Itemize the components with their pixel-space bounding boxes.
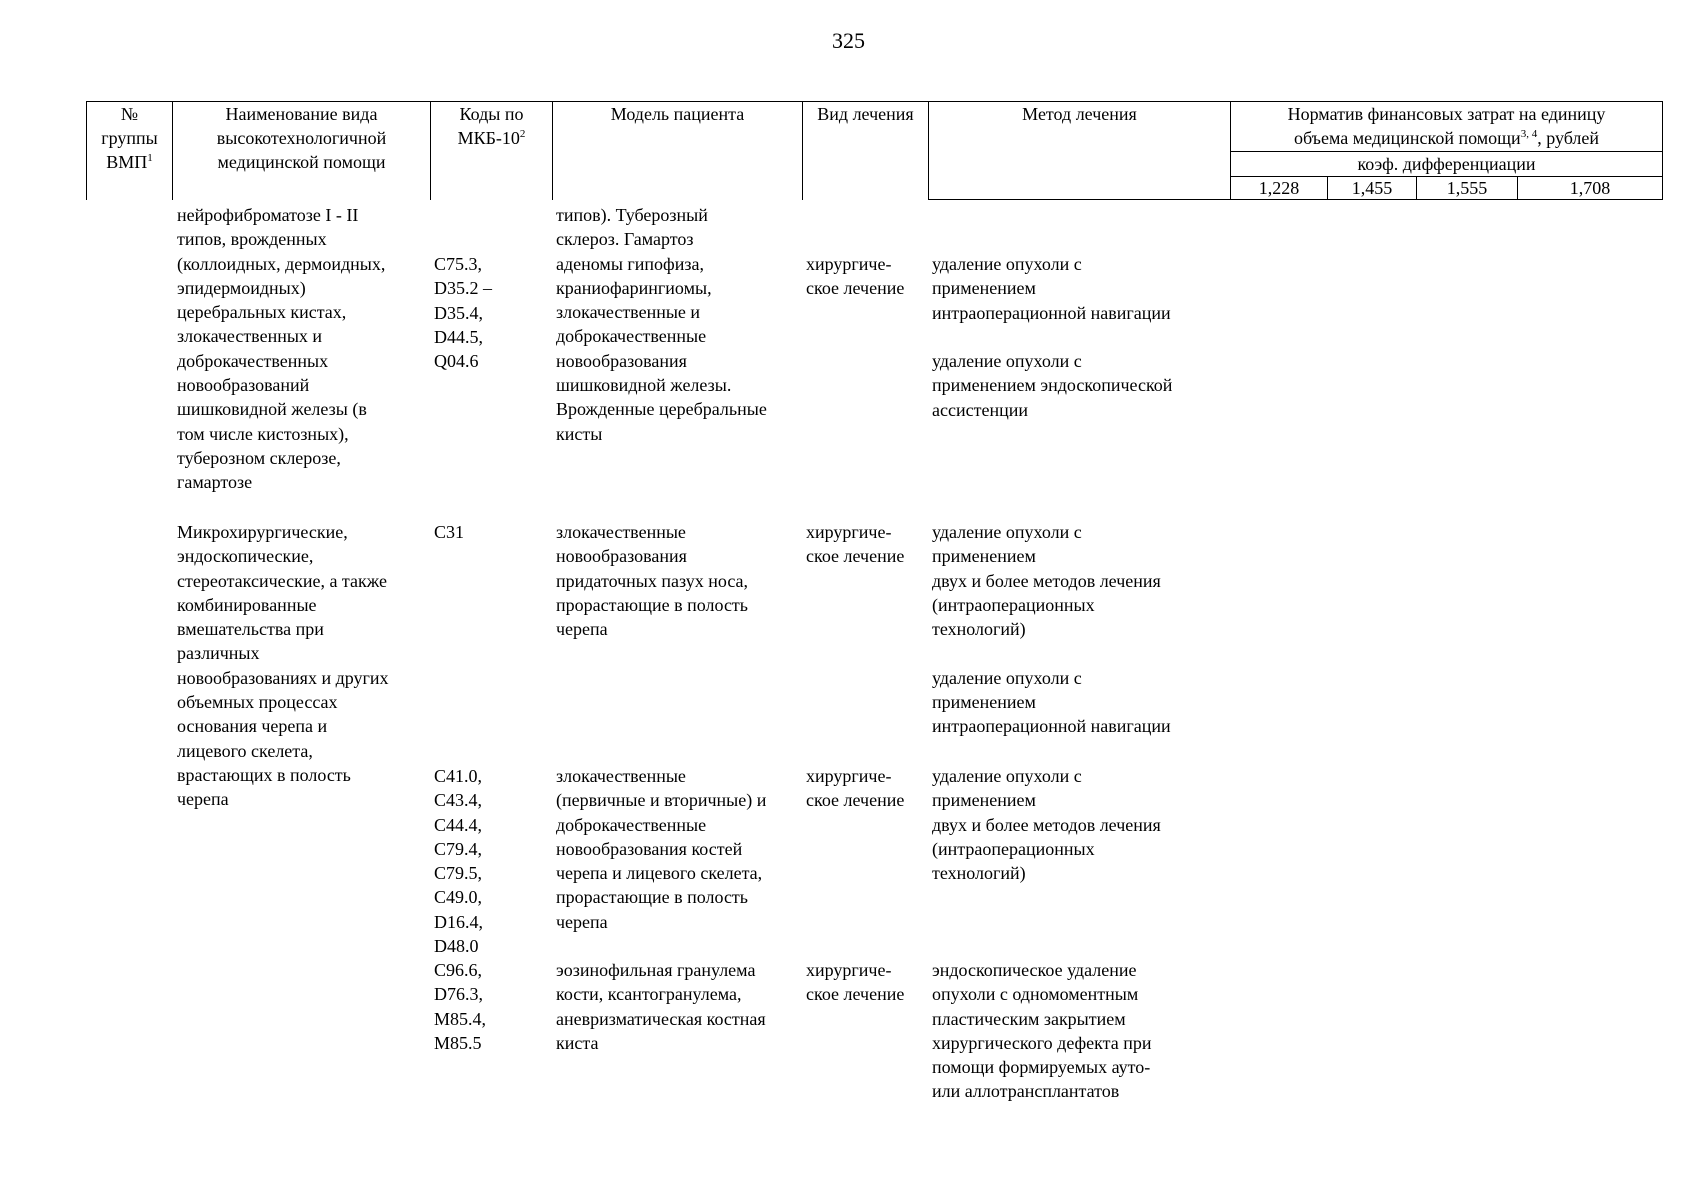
row4-treatment-type: хирургиче- ское лечение — [806, 960, 905, 1005]
row1-treatment-type: хирургиче- ское лечение — [806, 254, 905, 299]
row3-codes: C41.0, C43.4, C44.4, C79.4, C79.5, C49.0, D16.4, D48.0 — [434, 766, 483, 957]
coef-value: 1,708 — [1518, 177, 1663, 200]
row4-method: эндоскопическое удаление опухоли с одномоментным пластическим закрытием хирургического дефекта при помощи формируемых ауто- или аллотрансплантатов — [932, 960, 1152, 1102]
row2-name: Микрохирургические, эндоскопические, стереотаксические, а также комбинированные вмешательства при различных новообразованиях и других объемных процессах основания черепа и лицевого скелета, врастающих в полость черепа — [177, 522, 389, 810]
header-treatment-type: Вид лечения — [803, 102, 929, 200]
row4-model: эозинофильная гранулема кости, ксантогранулема, аневризматическая костная киста — [556, 960, 766, 1053]
row3-treatment-type: хирургиче- ское лечение — [806, 766, 905, 811]
row1-name: нейрофиброматозе I - II типов, врожденных (коллоидных, дермоидных, эпидермоидных) церебральных кистах, злокачественных и доброкачественных новообразований шишковидной железы (в том числе кистозных), туберозном склерозе, гамартозе — [177, 205, 386, 493]
page-number: 325 — [832, 28, 865, 53]
header-name: Наименование вида высокотехнологичной медицинской помощи — [173, 102, 431, 200]
coef-value: 1,228 — [1231, 177, 1328, 200]
row4-codes: C96.6, D76.3, M85.4, M85.5 — [434, 960, 487, 1053]
row2-codes: C31 — [434, 522, 465, 542]
header-model: Модель пациента — [553, 102, 803, 200]
header-codes: Коды по МКБ-$10^2$ — [431, 102, 553, 200]
header-method: Метод лечения — [929, 102, 1231, 200]
row3-model: злокачественные (первичные и вторичные) и доброкачественные новообразования костей черепа и лицевого скелета, прорастающие в полость черепа — [556, 766, 767, 932]
coef-value: 1,555 — [1417, 177, 1518, 200]
row1-codes: C75.3, D35.2 – D35.4, D44.5, Q04.6 — [434, 254, 492, 372]
table-header — [86, 101, 1663, 200]
header-coef-label: коэф. дифференциации — [1231, 152, 1663, 177]
row3-method: удаление опухоли с применением двух и более методов лечения (интраоперационных технологий) — [932, 766, 1161, 884]
row2-method: удаление опухоли с применением двух и более методов лечения (интраоперационных технологий) удаление опухоли с применением интраоперационной навигации — [932, 522, 1171, 737]
row1-model: типов). Туберозный склероз. Гамартоз аденомы гипофиза, краниофарингиомы, злокачественные и доброкачественные новообразования шишковидной железы. Врожденные церебральные кисты — [556, 205, 767, 444]
coef-value: 1,455 — [1328, 177, 1417, 200]
row1-method: удаление опухоли с применением интраоперационной навигации удаление опухоли с применением эндоскопической ассистенции — [932, 254, 1173, 420]
header-group-number: № группы ВМП$^1$ — [87, 102, 173, 200]
header-norm: Норматив финансовых затрат на единицу объема медицинской помощи$^{3, 4}$, рублей — [1231, 102, 1663, 152]
row2-treatment-type: хирургиче- ское лечение — [806, 522, 905, 567]
row2-model: злокачественные новообразования придаточных пазух носа, прорастающие в полость черепа — [556, 522, 749, 640]
